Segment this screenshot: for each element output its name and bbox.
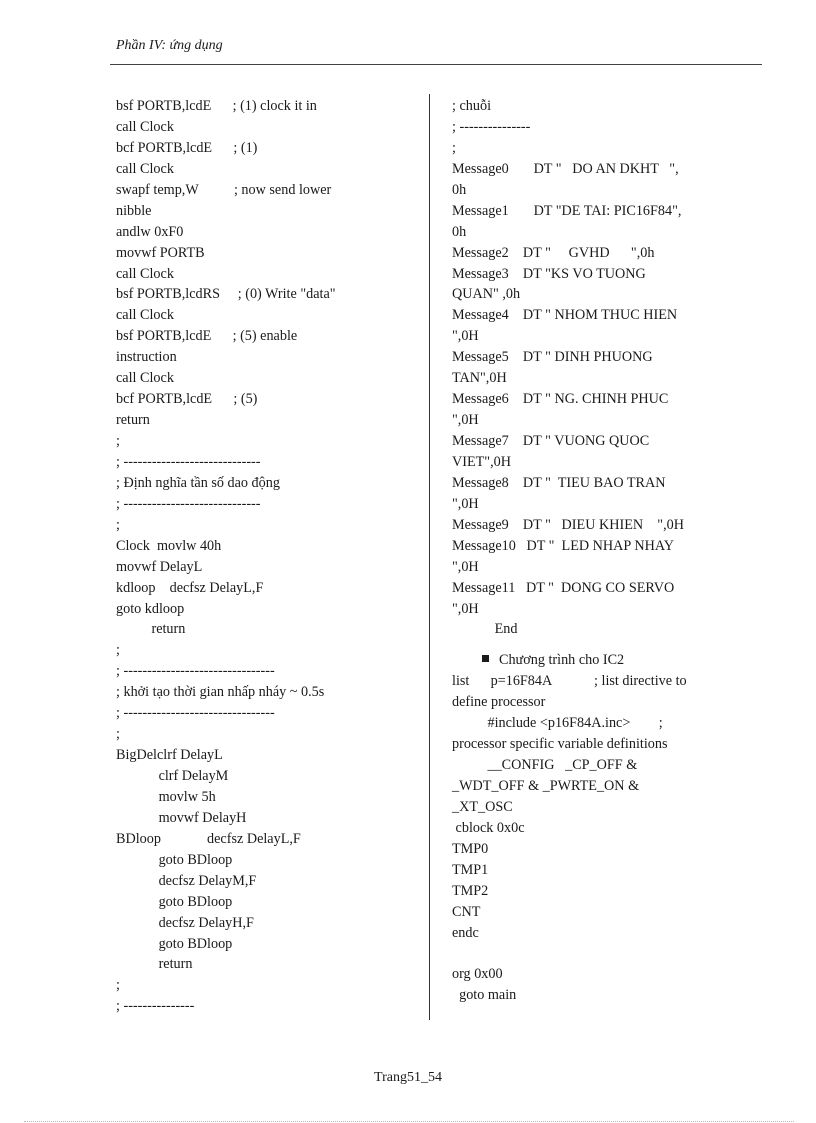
code-line: _WDT_OFF & _PWRTE_ON & xyxy=(452,778,640,794)
square-bullet-icon xyxy=(482,655,489,662)
code-line: Message4 DT " NHOM THUC HIEN xyxy=(452,307,678,324)
code-line: ",0H xyxy=(452,328,479,345)
code-line: decfsz DelayH,F xyxy=(116,914,254,931)
page-footer: Trang51_54 xyxy=(374,1070,442,1085)
code-line: ; -------------------------------- xyxy=(116,705,275,722)
code-line: call Clock xyxy=(116,265,174,282)
code-line: Message11 DT " DONG CO SERVO xyxy=(452,579,675,596)
code-line: ; xyxy=(452,139,456,156)
code-line: kdloop decfsz DelayL,F xyxy=(116,579,264,596)
code-line: goto kdloop xyxy=(116,600,185,617)
code-line: ; xyxy=(116,977,120,994)
code-line: nibble xyxy=(116,202,152,219)
code-line: VIET",0H xyxy=(452,453,511,470)
code-line: clrf DelayM xyxy=(116,768,229,784)
code-line: endc xyxy=(452,924,479,941)
code-line: bsf PORTB,lcdRS ; (0) Write "data" xyxy=(116,286,336,303)
code-line: processor specific variable definitions xyxy=(452,736,668,753)
right-code-column xyxy=(452,96,742,1006)
code-line: QUAN" ,0h xyxy=(452,286,521,303)
code-line: ; ----------------------------- xyxy=(116,453,261,470)
code-line: ",0H xyxy=(452,495,479,512)
code-line: ; xyxy=(116,642,120,659)
code-line: return xyxy=(116,621,186,638)
code-line: #include <p16F84A.inc> ; xyxy=(452,715,663,732)
code-line: Message6 DT " NG. CHINH PHUC xyxy=(452,391,669,408)
code-line: ; --------------- xyxy=(116,998,195,1015)
code-line: ; --------------- xyxy=(452,118,531,135)
code-line: goto main xyxy=(452,987,517,1004)
code-line: cblock 0x0c xyxy=(452,819,525,836)
code-line: ; xyxy=(116,433,120,449)
code-line: ; ----------------------------- xyxy=(116,495,261,512)
code-line: Message9 DT " DIEU KHIEN ",0H xyxy=(452,516,684,533)
code-line: ",0H xyxy=(452,412,479,429)
code-line: ; khởi tạo thời gian nhấp nháy ~ 0.5s xyxy=(116,684,325,701)
code-line: andlw 0xF0 xyxy=(116,223,184,240)
header-rule xyxy=(110,64,762,65)
code-line: _XT_OSC xyxy=(452,798,513,815)
code-line: call Clock xyxy=(116,160,174,177)
code-line: 0h xyxy=(452,223,467,240)
code-line: Message2 DT " GVHD ",0h xyxy=(452,244,655,261)
code-line: list p=16F84A ; list directive to xyxy=(452,673,687,690)
code-line: BigDelclrf DelayL xyxy=(116,747,223,764)
code-line: decfsz DelayM,F xyxy=(116,872,257,889)
code-line: bcf PORTB,lcdE ; (5) xyxy=(116,391,258,408)
section-heading xyxy=(452,650,742,671)
code-line: return xyxy=(116,956,193,973)
code-line: Message0 DT " DO AN DKHT ", xyxy=(452,160,679,177)
code-line: bsf PORTB,lcdE ; (1) clock it in xyxy=(116,98,317,114)
code-line: call Clock xyxy=(116,118,174,135)
code-line: movwf PORTB xyxy=(116,244,205,261)
code-line: TMP1 xyxy=(452,861,489,878)
spacer xyxy=(452,640,742,650)
code-line: 0h xyxy=(452,181,467,198)
left-code-column xyxy=(116,96,416,1017)
code-line: ; xyxy=(116,516,120,533)
code-line: bcf PORTB,lcdE ; (1) xyxy=(116,139,258,156)
code-line: ; xyxy=(116,726,120,743)
section-heading-text: Chương trình cho IC2 xyxy=(499,652,625,669)
code-line: __CONFIG _CP_OFF & xyxy=(452,757,638,774)
code-line: goto BDloop xyxy=(116,935,233,952)
code-line: instruction xyxy=(116,349,177,366)
code-line: bsf PORTB,lcdE ; (5) enable xyxy=(116,328,298,345)
code-line: return xyxy=(116,412,150,429)
code-line: goto BDloop xyxy=(116,851,233,868)
code-line: org 0x00 xyxy=(452,966,503,983)
code-line: ",0H xyxy=(452,558,479,575)
code-line: TMP2 xyxy=(452,882,489,899)
code-line: End xyxy=(452,621,518,638)
code-line: ; -------------------------------- xyxy=(116,663,275,680)
code-line: Message7 DT " VUONG QUOC xyxy=(452,433,650,449)
code-line: movlw 5h xyxy=(116,788,216,805)
code-line: goto BDloop xyxy=(116,893,233,910)
code-line xyxy=(452,944,742,965)
code-line: Message1 DT "DE TAI: PIC16F84", xyxy=(452,202,682,219)
code-line: CNT xyxy=(452,903,481,920)
code-line: swapf temp,W ; now send lower xyxy=(116,181,332,198)
code-line: call Clock xyxy=(116,370,174,387)
code-line: movwf DelayL xyxy=(116,558,203,575)
code-line: ",0H xyxy=(452,600,479,617)
bottom-rule xyxy=(24,1121,794,1122)
page-header: Phần IV: ứng dụng xyxy=(116,38,223,53)
code-line: Clock movlw 40h xyxy=(116,537,222,554)
code-line: define processor xyxy=(452,694,546,711)
column-divider xyxy=(429,94,430,1020)
code-line: call Clock xyxy=(116,307,174,324)
code-line: Message8 DT " TIEU BAO TRAN xyxy=(452,474,666,491)
code-line: Message5 DT " DINH PHUONG xyxy=(452,349,653,366)
code-line: Message3 DT "KS VO TUONG xyxy=(452,265,646,282)
code-line: BDloop decfsz DelayL,F xyxy=(116,830,301,847)
code-line: TMP0 xyxy=(452,840,489,857)
code-line: Message10 DT " LED NHAP NHAY xyxy=(452,537,675,554)
code-line: movwf DelayH xyxy=(116,809,247,826)
code-line: TAN",0H xyxy=(452,370,507,387)
code-line: ; chuỗi xyxy=(452,98,492,114)
code-line: ; Định nghĩa tần số dao động xyxy=(116,474,280,491)
